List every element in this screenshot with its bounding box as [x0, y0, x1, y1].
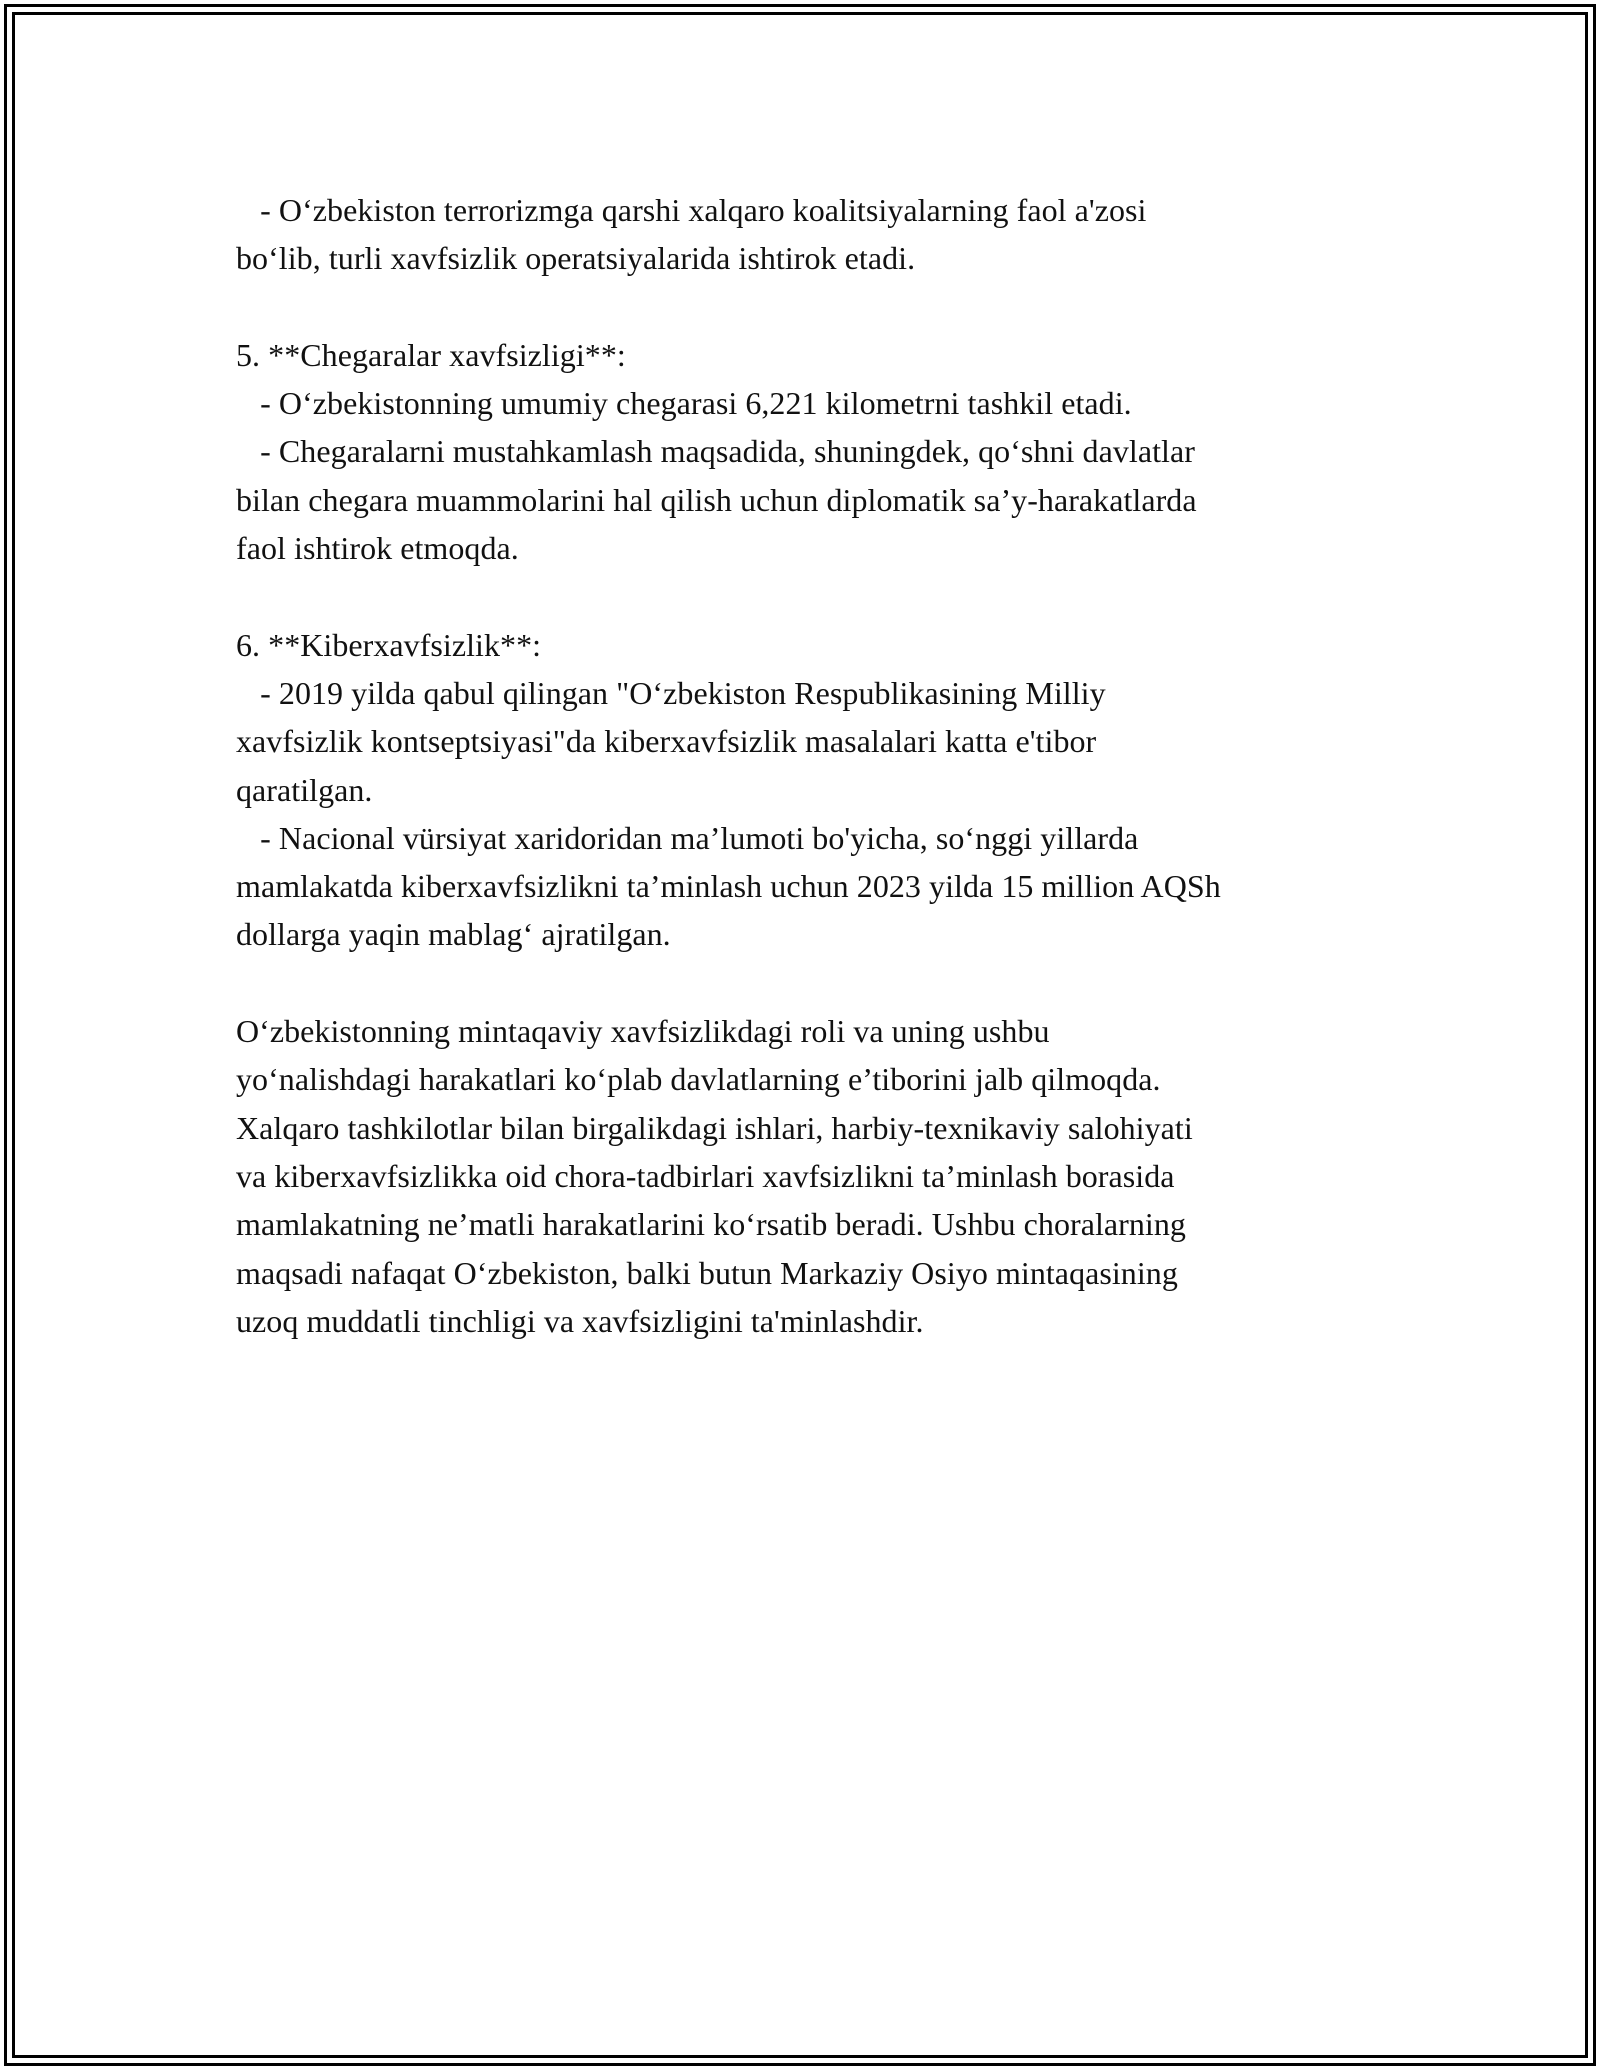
text-line: dollarga yaqin mablag‘ ajratilgan. [236, 916, 671, 953]
text-line: bo‘lib, turli xavfsizlik operatsiyalarida ishtirok etadi. [236, 240, 916, 277]
text-line: va kiberxavfsizlikka oid chora-tadbirlari xavfsizlikni ta’minlash borasida [236, 1157, 1175, 1194]
text-line: bilan chegara muammolarini hal qilish uchun diplomatik sa’y-harakatlarda [236, 481, 1197, 518]
text-line: maqsadi nafaqat O‘zbekiston, balki butun Markaziy Osiyo mintaqasining [236, 1254, 1178, 1291]
text-line: - Nacional vürsiyat xaridoridan ma’lumoti bo'yicha, so‘nggi yillarda [236, 819, 1139, 856]
text-line: - 2019 yilda qabul qilingan "O‘zbekiston Respublikasining Milliy [236, 674, 1106, 711]
text-line: faol ishtirok etmoqda. [236, 530, 519, 567]
paragraph-spacer [236, 572, 1396, 620]
section-heading: 6. **Kiberxavfsizlik**: [236, 626, 542, 663]
document-body [236, 186, 1396, 1345]
text-line: yo‘nalishdagi harakatlari ko‘plab davlatlarning e’tiborini jalb qilmoqda. [236, 1061, 1161, 1098]
paragraph-spacer [236, 283, 1396, 331]
text-line: - O‘zbekistonning umumiy chegarasi 6,221 kilometrni tashkil etadi. [236, 385, 1132, 422]
section-border-security [236, 331, 1396, 572]
text-line: uzoq muddatli tinchligi va xavfsizligini ta'minlashdir. [236, 1302, 924, 1339]
text-line: qaratilgan. [236, 771, 373, 808]
text-line: O‘zbekistonning mintaqaviy xavfsizlikdagi roli va uning ushbu [236, 1013, 1050, 1050]
text-line: - O‘zbekiston terrorizmga qarshi xalqaro koalitsiyalarning faol a'zosi [236, 192, 1147, 228]
text-line: mamlakatning ne’matli harakatlarini ko‘rsatib beradi. Ushbu choralarning [236, 1206, 1186, 1243]
text-line: xavfsizlik kontseptsiyasi"da kiberxavfsizlik masalalari katta e'tibor [236, 723, 1097, 760]
text-line: mamlakatda kiberxavfsizlikni ta’minlash uchun 2023 yilda 15 million AQSh [236, 868, 1221, 905]
paragraph-conclusion [236, 1007, 1396, 1345]
paragraph-terrorism-coalition [236, 186, 1396, 283]
text-line: - Chegaralarni mustahkamlash maqsadida, shuningdek, qo‘shni davlatlar [236, 433, 1195, 470]
section-cybersecurity [236, 621, 1396, 959]
text-line: Xalqaro tashkilotlar bilan birgalikdagi ishlari, harbiy-texnikaviy salohiyati [236, 1109, 1193, 1146]
section-heading: 5. **Chegaralar xavfsizligi**: [236, 336, 626, 373]
paragraph-spacer [236, 959, 1396, 1007]
